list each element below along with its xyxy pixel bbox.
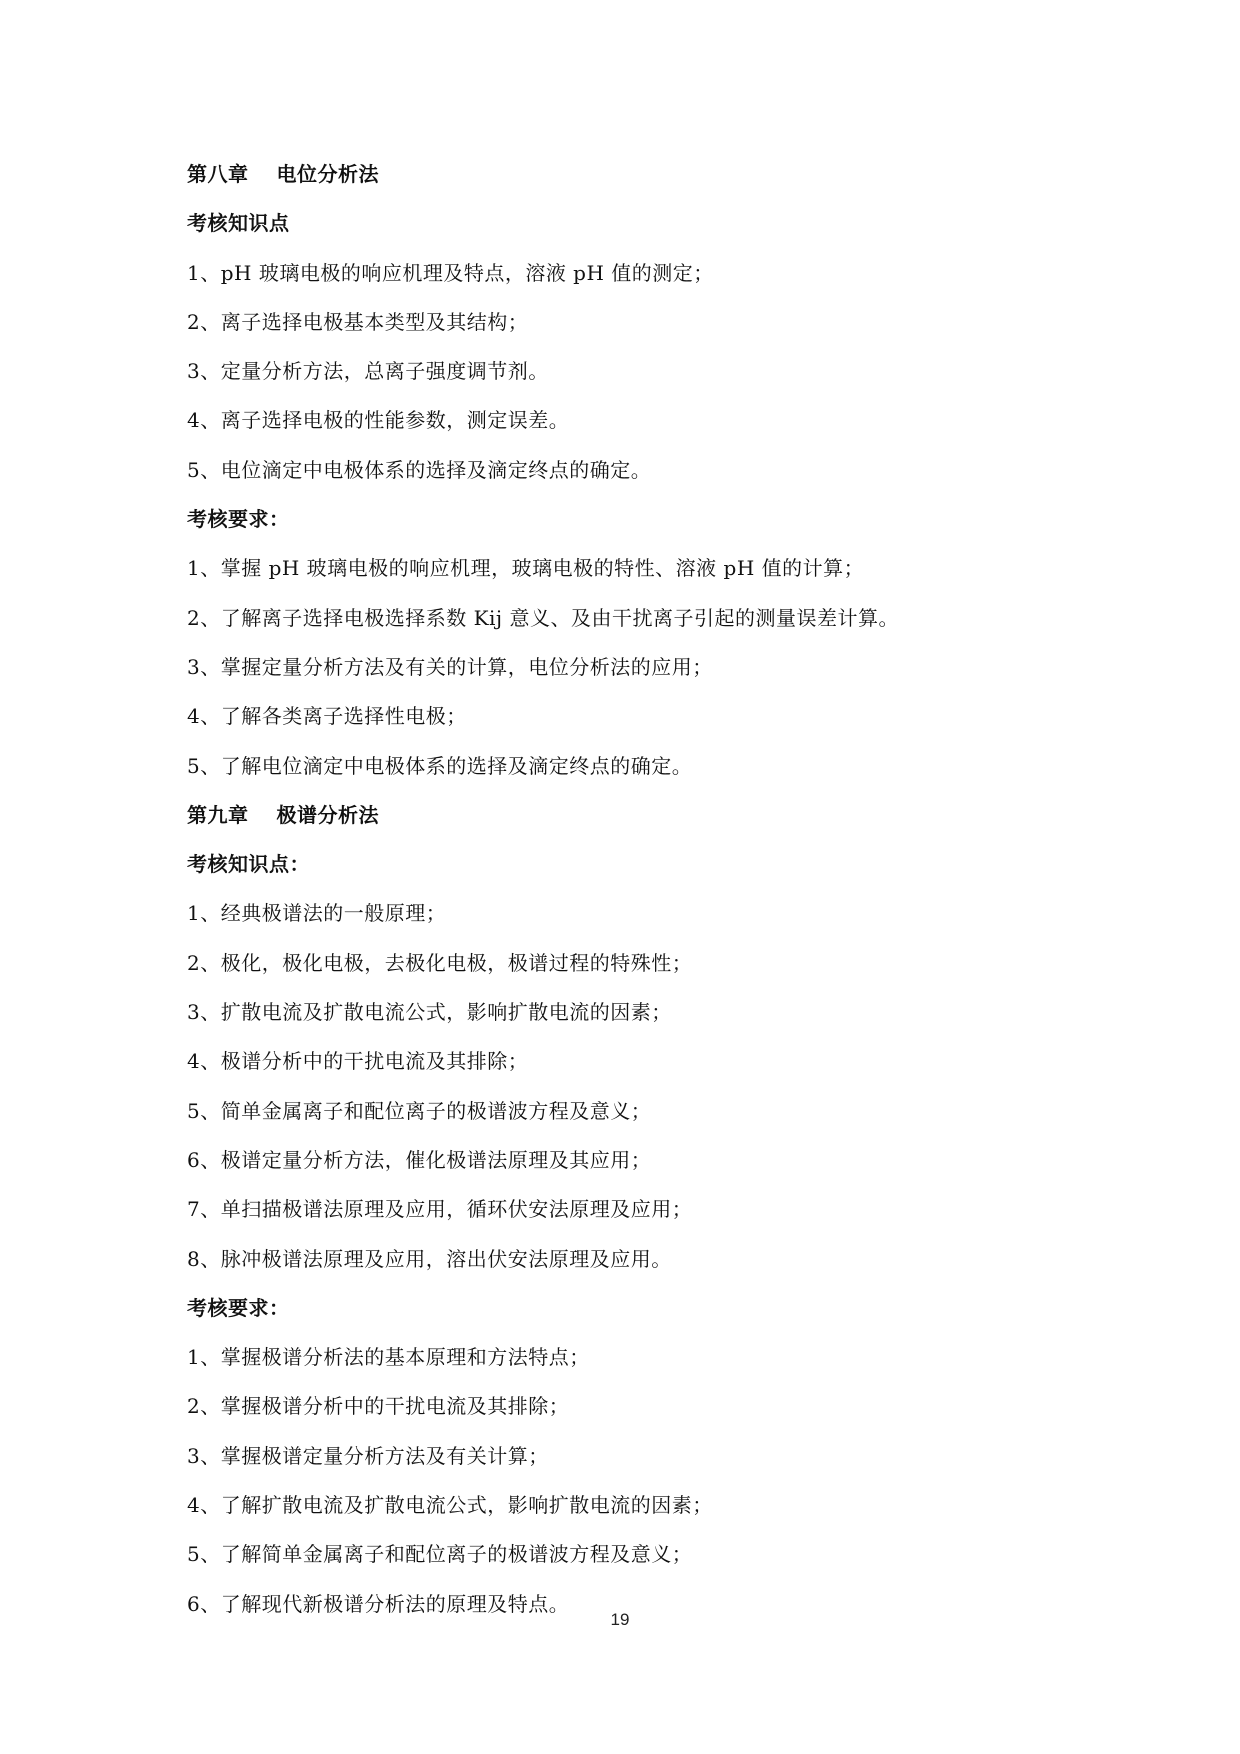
list-item: 1、掌握极谱分析法的基本原理和方法特点； (187, 1345, 590, 1370)
chapter-heading (187, 156, 1067, 205)
list-item: 2、了解离子选择电极选择系数 Kij 意义、及由干扰离子引起的测量误差计算。 (187, 605, 899, 630)
section-heading-requirements: 考核要求： (187, 1295, 290, 1320)
page-number: 19 (610, 1610, 630, 1629)
list-item: 4、了解各类离子选择性电极； (187, 704, 467, 729)
list-item: 7、单扫描极谱法原理及应用，循环伏安法原理及应用； (187, 1197, 693, 1222)
list-item: 1、掌握 pH 玻璃电极的响应机理，玻璃电极的特性、溶液 pH 值的计算； (187, 556, 865, 581)
list-item: 8、脉冲极谱法原理及应用，溶出伏安法原理及应用。 (187, 1246, 672, 1271)
list-item: 3、掌握定量分析方法及有关的计算，电位分析法的应用； (187, 654, 713, 679)
list-item: 2、掌握极谱分析中的干扰电流及其排除； (187, 1394, 570, 1419)
list-item: 5、简单金属离子和配位离子的极谱波方程及意义； (187, 1098, 652, 1123)
list-item: 3、扩散电流及扩散电流公式，影响扩散电流的因素； (187, 1000, 672, 1025)
chapter-title: 电位分析法 (276, 162, 379, 186)
list-item: 3、定量分析方法，总离子强度调节剂。 (187, 359, 549, 384)
list-item: 1、pH 玻璃电极的响应机理及特点，溶液 pH 值的测定； (187, 260, 714, 285)
list-item: 2、极化，极化电极，去极化电极，极谱过程的特殊性； (187, 950, 693, 975)
list-item: 5、电位滴定中电极体系的选择及滴定终点的确定。 (187, 457, 652, 482)
section-heading-knowledge: 考核知识点： (187, 852, 310, 877)
chapter-title: 极谱分析法 (276, 802, 379, 827)
list-item: 4、了解扩散电流及扩散电流公式，影响扩散电流的因素； (187, 1493, 713, 1518)
section-heading-requirements: 考核要求： (187, 507, 290, 532)
list-item: 4、极谱分析中的干扰电流及其排除； (187, 1049, 529, 1074)
chapter-heading (187, 797, 1067, 846)
list-item: 5、了解简单金属离子和配位离子的极谱波方程及意义； (187, 1542, 693, 1567)
section-heading-knowledge: 考核知识点 (187, 211, 290, 236)
list-item: 5、了解电位滴定中电极体系的选择及滴定终点的确定。 (187, 753, 693, 778)
list-item: 6、了解现代新极谱分析法的原理及特点。 (187, 1591, 570, 1616)
list-item: 1、经典极谱法的一般原理； (187, 901, 447, 926)
list-item: 4、离子选择电极的性能参数，测定误差。 (187, 408, 570, 433)
list-item: 6、极谱定量分析方法，催化极谱法原理及其应用； (187, 1147, 652, 1172)
page-content (187, 156, 1067, 1635)
list-item: 2、离子选择电极基本类型及其结构； (187, 309, 529, 334)
chapter-number: 第九章 (187, 802, 249, 827)
list-item: 3、掌握极谱定量分析方法及有关计算； (187, 1443, 549, 1468)
chapter-number: 第八章 (187, 162, 249, 186)
